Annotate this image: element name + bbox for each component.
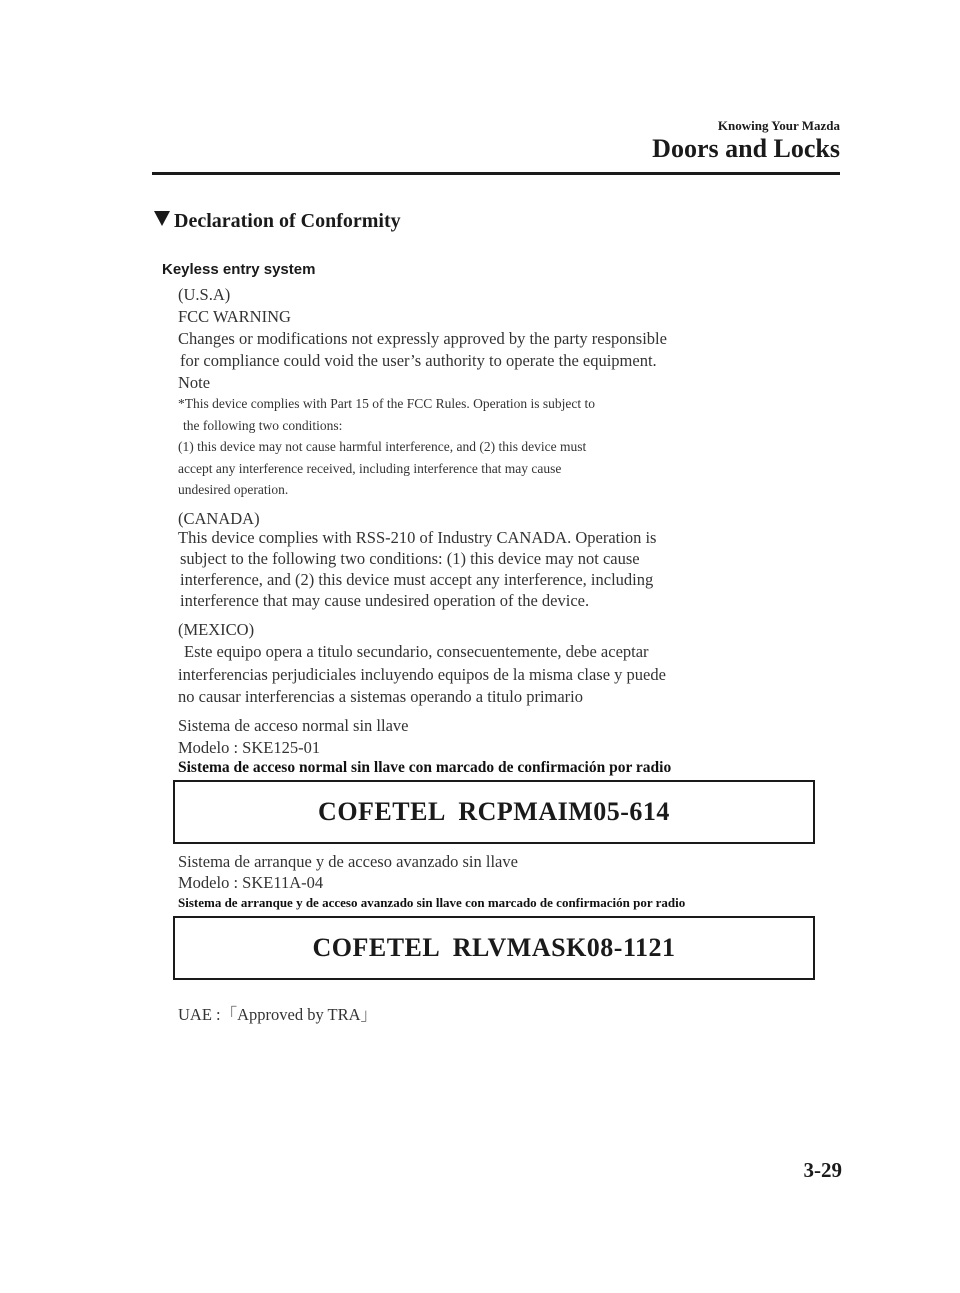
system1-caption: Sistema de acceso normal sin llave con marcado de confirmación por radio xyxy=(178,759,672,776)
note-text-line: accept any interference received, including interference that may cause xyxy=(178,461,562,476)
canada-text-line: subject to the following two conditions: (1) this device may not cause xyxy=(180,549,640,568)
canada-label: (CANADA) xyxy=(178,509,260,528)
system2-name: Sistema de arranque y de acceso avanzado sin llave xyxy=(178,852,518,871)
note-text-line: (1) this device may not cause harmful interference, and (2) this device must xyxy=(178,439,587,454)
canada-text-line: interference that may cause undesired operation of the device. xyxy=(180,591,590,610)
system2-caption: Sistema de arranque y de acceso avanzado sin llave con marcado de confirmación por radio xyxy=(178,895,686,910)
system1-name: Sistema de acceso normal sin llave xyxy=(178,716,409,735)
note-label: Note xyxy=(178,373,211,392)
header-section-label: Knowing Your Mazda xyxy=(717,118,840,133)
cofetel-code: COFETEL RLVMASK08-1121 xyxy=(312,933,676,962)
usa-label: (U.S.A) xyxy=(178,285,231,304)
triangle-down-icon xyxy=(154,211,170,226)
uae-approval: UAE :「Approved by TRA」 xyxy=(178,1005,378,1024)
cofetel-code: COFETEL RCPMAIM05-614 xyxy=(318,797,670,826)
page-number: 3-29 xyxy=(803,1158,842,1182)
cofetel-box xyxy=(173,916,815,980)
section-heading xyxy=(154,210,401,233)
subheading: Keyless entry system xyxy=(162,261,316,278)
note-text-line: undesired operation. xyxy=(178,482,289,497)
cofetel-box xyxy=(173,780,815,844)
section-heading-text: Declaration of Conformity xyxy=(174,210,401,232)
page-title: Doors and Locks xyxy=(652,134,840,163)
header-divider xyxy=(152,172,840,175)
mexico-text-line: no causar interferencias a sistemas operando a titulo primario xyxy=(178,687,584,706)
canada-text-line: interference, and (2) this device must accept any interference, including xyxy=(180,570,654,589)
fcc-warning-text-line: Changes or modifications not expressly approved by the party responsible xyxy=(178,329,667,348)
canada-text-line: This device complies with RSS-210 of Industry CANADA. Operation is xyxy=(178,528,657,547)
fcc-warning-label: FCC WARNING xyxy=(178,307,291,326)
mexico-text-line: Este equipo opera a titulo secundario, consecuentemente, debe aceptar xyxy=(184,642,649,661)
note-text-line: *This device complies with Part 15 of the FCC Rules. Operation is subject to xyxy=(178,396,595,411)
fcc-warning-text-line: for compliance could void the user’s authority to operate the equipment. xyxy=(180,351,657,370)
system1-model: Modelo : SKE125-01 xyxy=(178,738,321,757)
mexico-text-line: interferencias perjudiciales incluyendo equipos de la misma clase y puede xyxy=(178,665,666,684)
mexico-label: (MEXICO) xyxy=(178,620,255,639)
note-text-line: the following two conditions: xyxy=(183,418,343,433)
system2-model: Modelo : SKE11A-04 xyxy=(178,873,324,892)
